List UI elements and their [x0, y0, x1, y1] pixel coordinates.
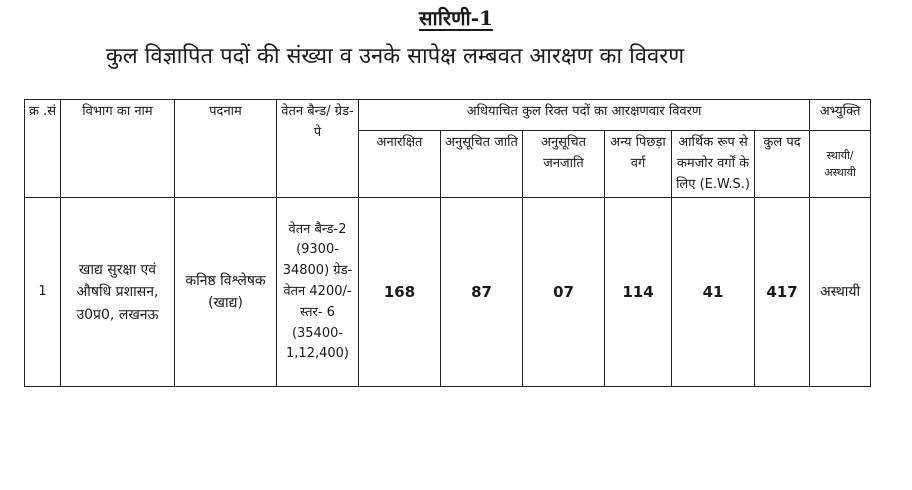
- cell-sc: 87: [441, 198, 523, 387]
- cell-total: 417: [755, 198, 810, 387]
- header-st: अनुसूचित जनजाति: [523, 131, 605, 198]
- reservation-table: [24, 99, 871, 387]
- table-row: [25, 198, 871, 387]
- header-serial: क्र .सं: [25, 100, 61, 198]
- cell-department: खाद्य सुरक्षा एवं औषधि प्रशासन, उ0प्र0, लखनऊ: [61, 198, 175, 387]
- cell-ews: 41: [672, 198, 755, 387]
- header-remarks-sub: स्थायी/ अस्थायी: [810, 131, 871, 198]
- header-pay-band: वेतन बैन्ड/ ग्रेड-पे: [277, 100, 359, 198]
- cell-pay-band: वेतन बैन्ड-2 (9300- 34800) ग्रेड- वेतन 4200/- स्तर- 6 (35400- 1,12,400): [277, 198, 359, 387]
- cell-obc: 114: [605, 198, 672, 387]
- header-remarks: अभ्युक्ति: [810, 100, 871, 131]
- header-post-name: पदनाम: [175, 100, 277, 198]
- table-number: सारिणी-1: [419, 6, 493, 30]
- header-total: कुल पद: [755, 131, 810, 198]
- header-ews: आर्थिक रूप से कमजोर वर्गों के लिए (E.W.S.): [672, 131, 755, 198]
- cell-serial: 1: [25, 198, 61, 387]
- header-unreserved: अनारक्षित: [359, 131, 441, 198]
- cell-unreserved: 168: [359, 198, 441, 387]
- cell-remarks: अस्थायी: [810, 198, 871, 387]
- cell-post-name: कनिष्ठ विश्लेषक (खाद्य): [175, 198, 277, 387]
- header-department: विभाग का नाम: [61, 100, 175, 198]
- header-obc: अन्य पिछड़ा वर्ग: [605, 131, 672, 198]
- table-subtitle: कुल विज्ञापित पदों की संख्या व उनके सापेक्ष लम्बवत आरक्षण का विवरण: [105, 44, 685, 69]
- cell-st: 07: [523, 198, 605, 387]
- header-group: अधियाचित कुल रिक्त पदों का आरक्षणवार विवरण: [359, 100, 810, 131]
- header-sc: अनुसूचित जाति: [441, 131, 523, 198]
